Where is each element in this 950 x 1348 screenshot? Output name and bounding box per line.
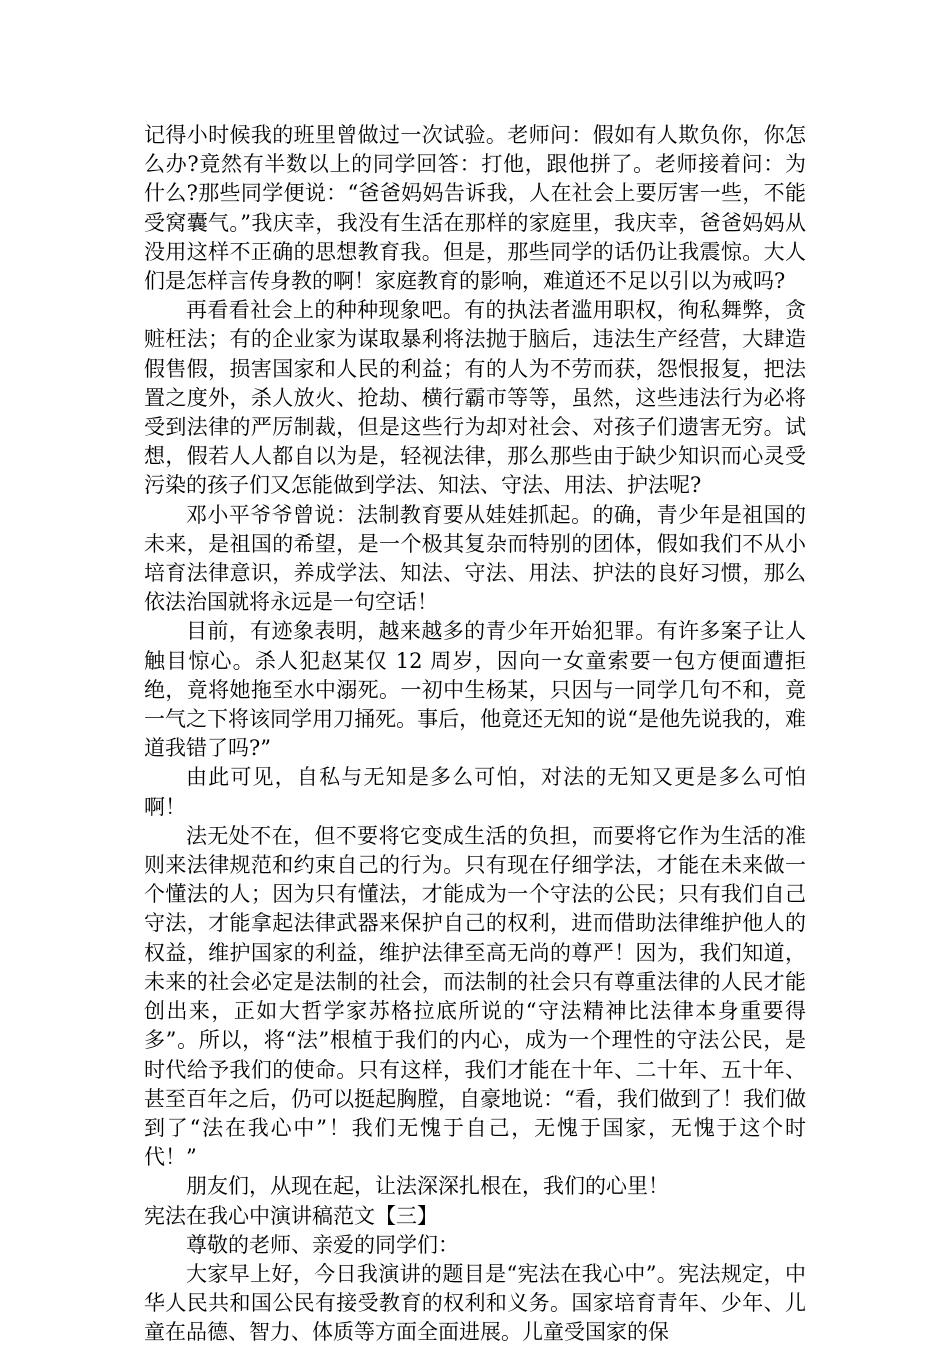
paragraph-ignorance-of-law: 由此可见，自私与无知是多么可怕，对法的无知又更是多么可怕啊！	[144, 765, 806, 819]
paragraph-law-everywhere: 法无处不在，但不要将它变成生活的负担，而要将它作为生活的准则来法律规范和约束自己的行为。只有现在仔细学法，才能在未来做一个懂法的人；因为只有懂法，才能成为一个守法的公民；只有我们自己守法，才能拿起法律武器来保护自己的权利，进而借助法律维护他人的权益，维护国家的利益，维护法律至高无尚的尊严！因为，我们知道，未来的社会必定是法制的社会，而法制的社会只有尊重法律的人民才能创出来，正如大哲学家苏格拉底所说的“守法精神比法律本身重要得多”。所以，将“法”根植于我们的内心，成为一个理性的守法公民，是时代给予我们的使命。只有这样，我们才能在十年、二十年、五十年、甚至百年之后，仍可以挺起胸膛，自豪地说：“看，我们做到了！我们做到了“法在我心中”！我们无愧于自己，无愧于国家，无愧于这个时代！”	[144, 823, 806, 1170]
paragraph-closing-appeal: 朋友们，从现在起，让法深深扎根在，我们的心里！	[186, 1174, 669, 1199]
salutation: 尊敬的老师、亲爱的同学们：	[186, 1232, 459, 1257]
paragraph-social-phenomena: 再看看社会上的种种现象吧。有的执法者滥用职权，徇私舞弊，贪赃枉法；有的企业家为谋取暴利将法抛于脑后，违法生产经营，大肆造假售假，损害国家和人民的利益；有的人为不劳而获，怨恨报复，把法置之度外，杀人放火、抢劫、横行霸市等等，虽然，这些违法行为必将受到法律的严厉制裁，但是这些行为却对社会、对孩子们遗害无穷。试想，假若人人都自以为是，轻视法律，那么那些由于缺少知识而心灵受污染的孩子们又怎能做到学法、知法、守法、用法、护法呢?	[144, 298, 806, 498]
paragraph-speech-opening: 大家早上好，今日我演讲的题目是“宪法在我心中”。宪法规定，中华人民共和国公民有接受教育的权利和义务。国家培育青年、少年、儿童在品德、智力、体质等方面全面进展。儿童受国家的保	[144, 1261, 806, 1345]
document-page	[144, 121, 806, 1348]
paragraph-youth-crime: 目前，有迹象表明，越来越多的青少年开始犯罪。有许多案子让人触目惊心。杀人犯赵某仅 12 周岁，因向一女童索要一包方便面遭拒绝，竟将她拖至水中溺死。一初中生杨某，只因与一同学几句不和，竟一气之下将该同学用刀捅死。事后，他竟还无知的说“是他先说我的，难道我错了吗?”	[144, 619, 806, 761]
paragraph-deng-xiaoping-quote: 邓小平爷爷曾说：法制教育要从娃娃抓起。的确，青少年是祖国的未来，是祖国的希望，是一个极其复杂而特别的团体，假如我们不从小培育法律意识，养成学法、知法、守法、用法、护法的良好习惯，那么依法治国就将永远是一句空话！	[144, 502, 806, 615]
section-heading: 宪法在我心中演讲稿范文【三】	[144, 1203, 438, 1228]
paragraph-childhood-experiment: 记得小时候我的班里曾做过一次试验。老师问：假如有人欺负你，你怎么办?竟然有半数以上的同学回答：打他，跟他拼了。老师接着问：为什么?那些同学便说：“爸爸妈妈告诉我，人在社会上要厉害一些，不能受窝囊气。”我庆幸，我没有生活在那样的家庭里，我庆幸，爸爸妈妈从没用这样不正确的思想教育我。但是，那些同学的话仍让我震惊。大人们是怎样言传身教的啊！家庭教育的影响，难道还不足以引以为戒吗?	[144, 123, 806, 294]
